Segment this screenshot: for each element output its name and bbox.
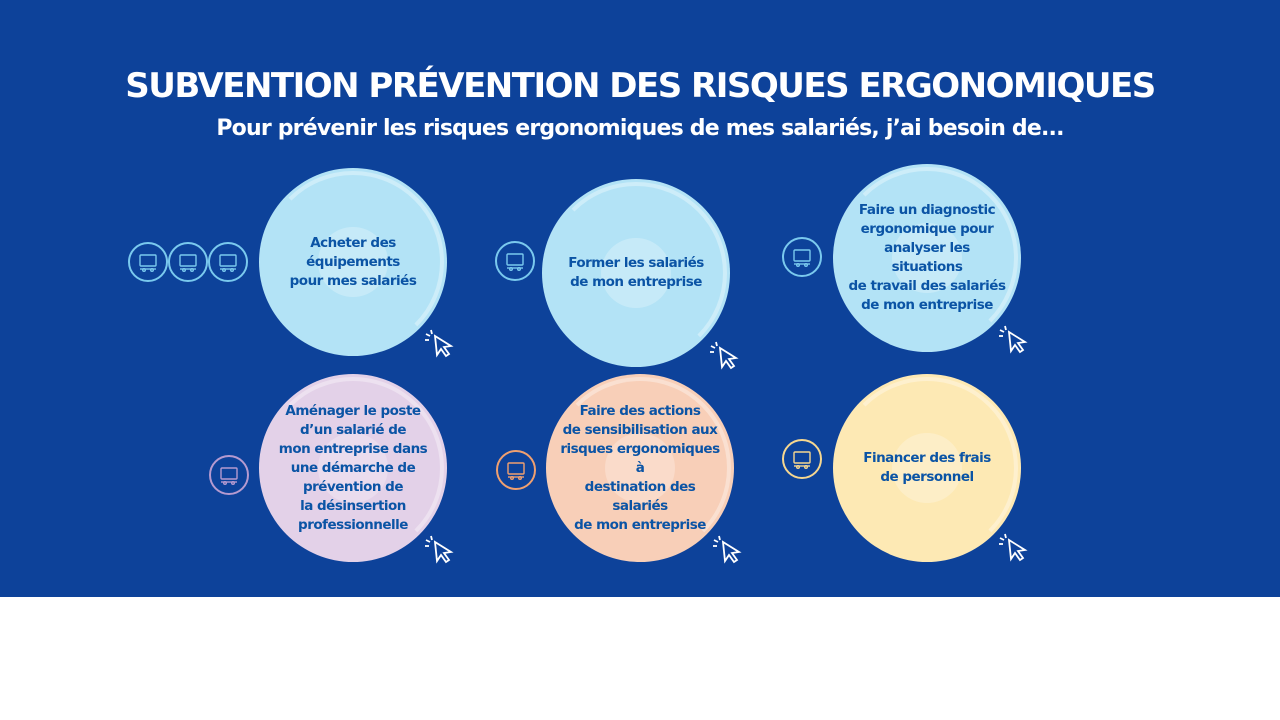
- lift-table-icon: [128, 242, 168, 282]
- workstation-icon: [209, 455, 249, 495]
- click-cursor-icon: [998, 532, 1030, 562]
- option-label: Financer des frais de personnel: [863, 450, 991, 485]
- laptop-icon: [496, 450, 536, 490]
- page-subtitle: Pour prévenir les risques ergonomiques de mes salariés, j’ai besoin de...: [216, 116, 1064, 141]
- worker-helmet-icon: [782, 439, 822, 479]
- document-scroll-icon: [782, 237, 822, 277]
- option-label: Faire un diagnostic ergonomique pour analyser les situations de travail des salariés de mon entreprise: [848, 202, 1006, 313]
- option-label: Aménager le poste d’un salarié de mon entreprise dans une démarche de prévention de la désinsertion professionnelle: [278, 402, 428, 533]
- option-label: Faire des actions de sensibilisation aux risques ergonomiques à destination des salariés de mon entreprise: [560, 402, 720, 533]
- scissor-cart-icon: [208, 242, 248, 282]
- click-cursor-icon: [709, 340, 741, 370]
- page-title: SUBVENTION PRÉVENTION DES RISQUES ERGONOMIQUES: [125, 66, 1155, 106]
- option-label: Acheter des équipements pour mes salariés: [289, 234, 417, 289]
- option-card[interactable]: [259, 374, 447, 562]
- option-card[interactable]: [546, 374, 734, 562]
- click-cursor-icon: [998, 324, 1030, 354]
- option-card[interactable]: [259, 168, 447, 356]
- click-cursor-icon: [424, 534, 456, 564]
- option-card[interactable]: [542, 179, 730, 367]
- click-cursor-icon: [424, 328, 456, 358]
- option-card[interactable]: [833, 164, 1021, 352]
- training-group-icon: [495, 241, 535, 281]
- pallet-jack-icon: [168, 242, 208, 282]
- click-cursor-icon: [712, 534, 744, 564]
- option-card[interactable]: [833, 374, 1021, 562]
- option-label: Former les salariés de mon entreprise: [568, 255, 704, 290]
